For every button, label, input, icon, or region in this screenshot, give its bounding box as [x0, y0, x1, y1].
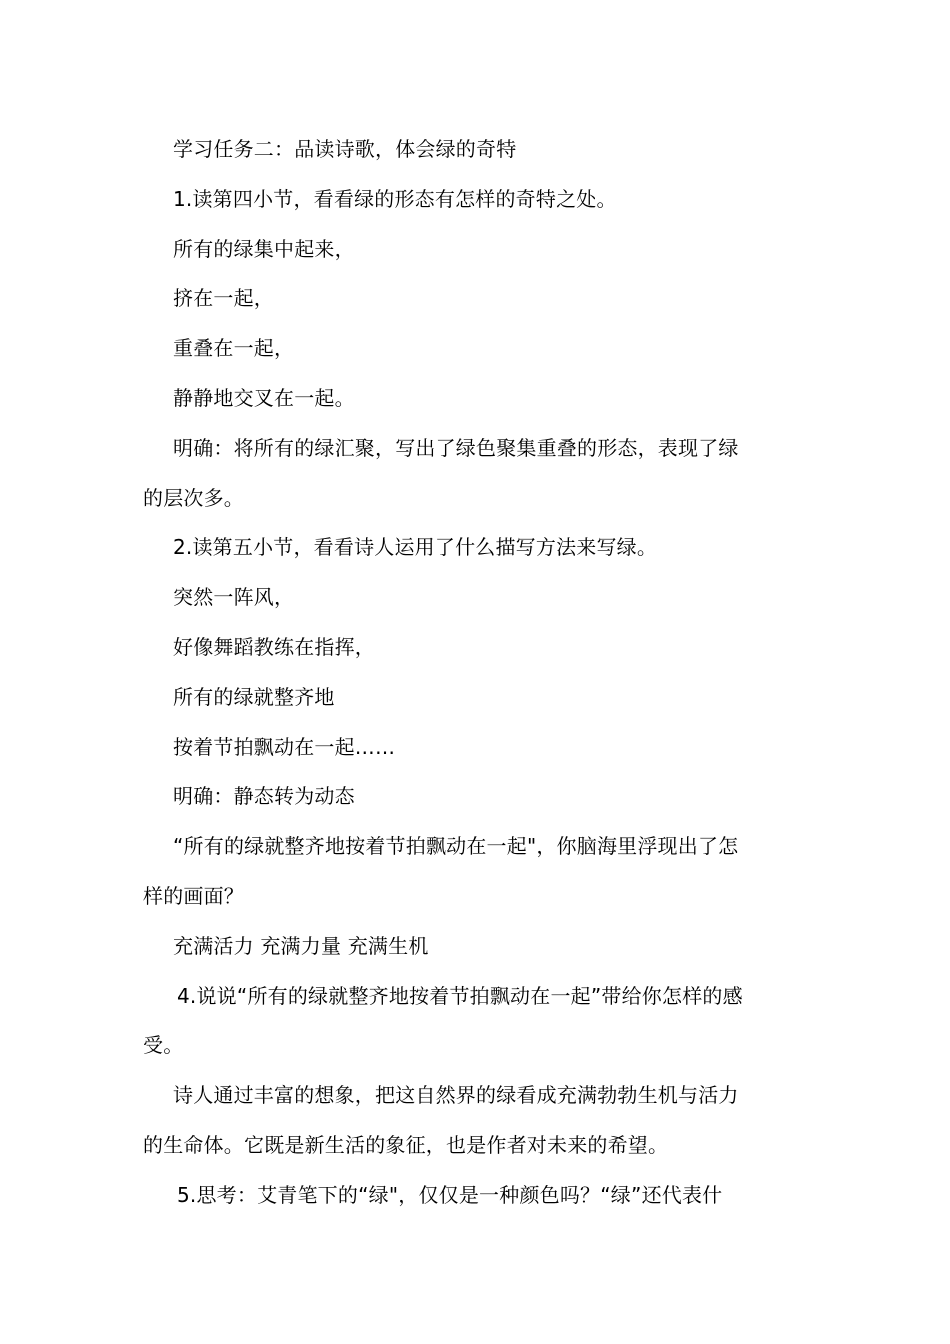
poem-line: 所有的绿集中起来， — [173, 236, 355, 261]
poem-line: 重叠在一起， — [173, 336, 295, 361]
analysis-paragraph-continued: 的生命体。它既是新生活的象征，也是作者对未来的希望。 — [143, 1132, 669, 1157]
poem-line: 所有的绿就整齐地 — [173, 684, 335, 709]
poem-line: 突然一阵风， — [173, 585, 295, 610]
poem-line: 按着节拍飘动在一起…… — [173, 734, 396, 759]
quote-question: “所有的绿就整齐地按着节拍飘动在一起"，你脑海里浮现出了怎 — [173, 834, 739, 859]
poem-line: 好像舞蹈教练在指挥， — [173, 634, 375, 659]
poem-line: 挤在一起， — [173, 286, 274, 311]
analysis-paragraph: 诗人通过丰富的想象，把这自然界的绿看成充满勃勃生机与活力 — [173, 1083, 739, 1108]
answer-paragraph-continued: 的层次多。 — [143, 485, 244, 510]
poem-line: 静静地交叉在一起。 — [173, 385, 355, 410]
question-4-continued: 受。 — [143, 1033, 184, 1058]
question-4: 4.说说“所有的绿就整齐地按着节拍飘动在一起”带给你怎样的感 — [177, 983, 743, 1008]
question-5: 5.思考：艾青笔下的“绿"，仅仅是一种颜色吗？“绿”还代表什 — [177, 1182, 723, 1207]
question-2: 2.读第五小节，看看诗人运用了什么描写方法来写绿。 — [173, 535, 658, 560]
question-1: 1.读第四小节，看看绿的形态有怎样的奇特之处。 — [173, 186, 617, 211]
answer-keywords: 充满活力 充满力量 充满生机 — [173, 933, 429, 958]
document-body — [143, 125, 807, 1221]
task-heading: 学习任务二：品读诗歌，体会绿的奇特 — [173, 137, 517, 161]
quote-question-continued: 样的画面？ — [143, 883, 244, 908]
answer-paragraph: 明确：将所有的绿汇聚，写出了绿色聚集重叠的形态，表现了绿 — [173, 435, 739, 460]
answer-line: 明确：静态转为动态 — [173, 784, 355, 809]
